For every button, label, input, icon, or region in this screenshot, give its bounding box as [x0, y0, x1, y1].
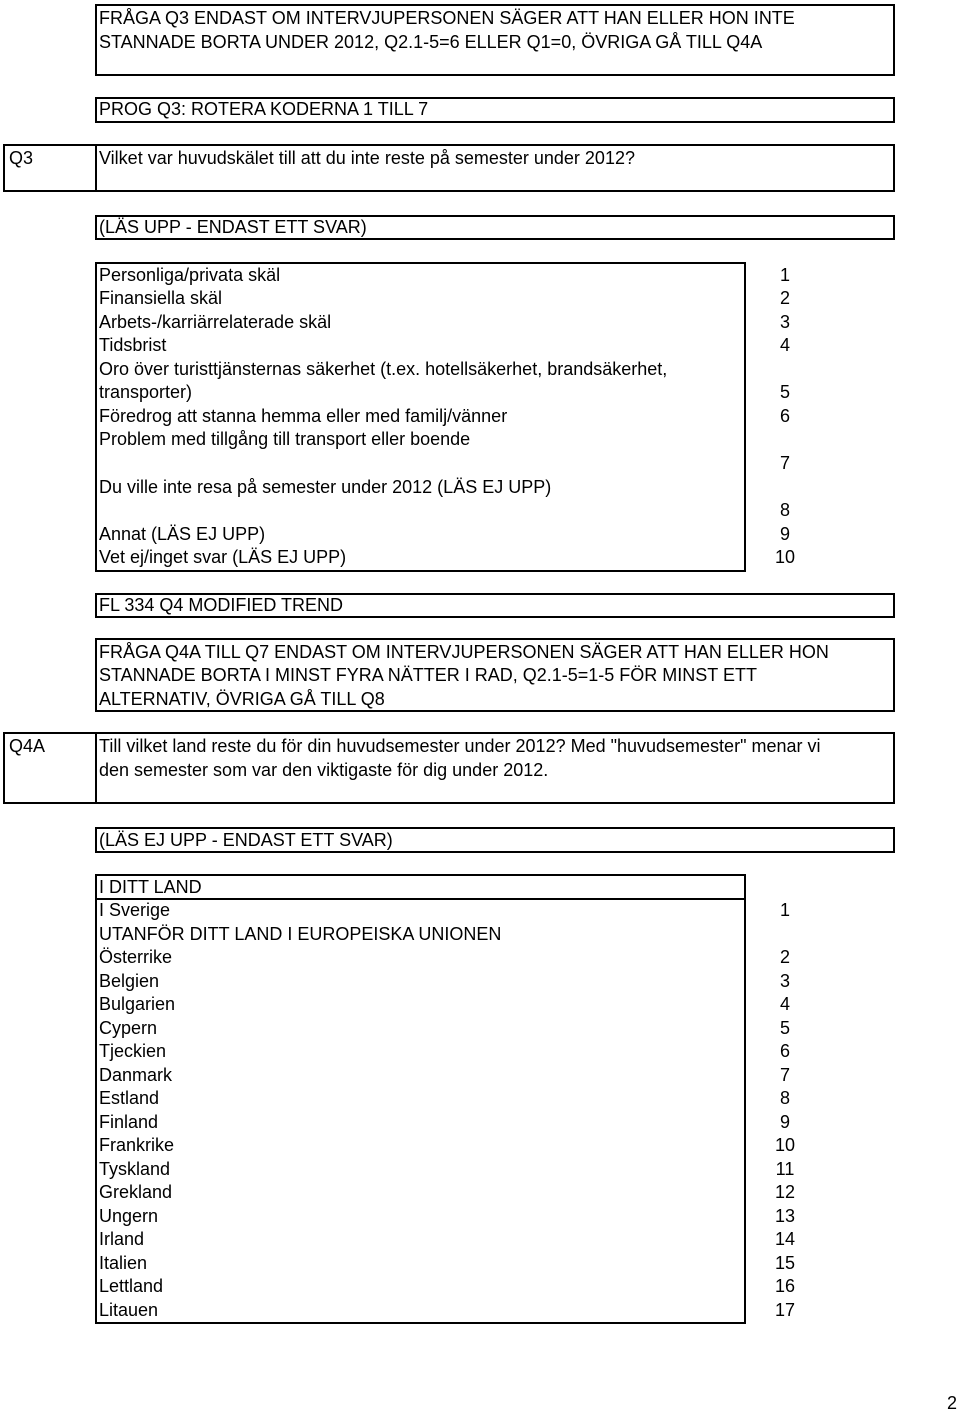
group-header: UTANFÖR DITT LAND I EUROPEISKA UNIONEN [99, 924, 502, 944]
q4a-question-line1: Till vilket land reste du för din huvudsemester under 2012? Med "huvudsemester" menar vi [99, 736, 821, 756]
option-code: 2 [779, 947, 790, 967]
option-code: 6 [779, 1041, 790, 1061]
list-item: Danmark [99, 1065, 173, 1085]
list-item: Arbets-/karriärrelaterade skäl [99, 312, 332, 332]
list-item: Finland [99, 1112, 159, 1132]
option-code: 3 [779, 971, 790, 991]
option-code: 15 [774, 1253, 796, 1273]
option-code: 11 [775, 1159, 795, 1179]
list-item: Oro över turisttjänsternas säkerhet (t.ex. hotellsäkerhet, brandsäkerhet, [99, 359, 668, 379]
list-item: Tjeckien [99, 1041, 167, 1061]
option-code: 8 [779, 500, 790, 520]
option-code: 8 [779, 1088, 790, 1108]
page-number: 2 [947, 1393, 958, 1413]
option-code: 3 [779, 312, 790, 332]
list-item: Bulgarien [99, 994, 176, 1014]
group-header: I DITT LAND [99, 877, 202, 897]
option-code: 10 [774, 1135, 796, 1155]
q4a-reading-instruction: (LÄS EJ UPP - ENDAST ETT SVAR) [99, 830, 393, 850]
q4a-id: Q4A [9, 736, 46, 756]
option-code: 14 [774, 1229, 796, 1249]
q3-reading-instruction: (LÄS UPP - ENDAST ETT SVAR) [99, 217, 367, 237]
list-item: Problem med tillgång till transport eller boende [99, 429, 471, 449]
header-instruction-line2: STANNADE BORTA UNDER 2012, Q2.1-5=6 ELLER Q1=0, ÖVRIGA GÅ TILL Q4A [99, 32, 763, 52]
list-item: Grekland [99, 1182, 173, 1202]
list-item: Litauen [99, 1300, 159, 1320]
option-code: 5 [779, 382, 790, 402]
option-code: 2 [779, 288, 790, 308]
list-item: Lettland [99, 1276, 164, 1296]
list-item: Vet ej/inget svar (LÄS EJ UPP) [99, 547, 347, 567]
option-code: 12 [774, 1182, 796, 1202]
option-code: 10 [774, 547, 796, 567]
q4a-instruction-line3: ALTERNATIV, ÖVRIGA GÅ TILL Q8 [99, 689, 385, 709]
option-code: 1 [779, 265, 790, 285]
list-item: Estland [99, 1088, 160, 1108]
option-code: 9 [779, 524, 790, 544]
list-item: Frankrike [99, 1135, 175, 1155]
option-code: 4 [779, 994, 790, 1014]
option-code: 4 [779, 335, 790, 355]
option-code: 9 [779, 1112, 790, 1132]
list-item: Tidsbrist [99, 335, 167, 355]
list-item: Belgien [99, 971, 160, 991]
list-item: Föredrog att stanna hemma eller med familj/vänner [99, 406, 508, 426]
list-item: I Sverige [99, 900, 171, 920]
list-item: Du ville inte resa på semester under 2012 (LÄS EJ UPP) [99, 477, 552, 497]
option-code: 7 [779, 453, 790, 473]
option-code: 17 [774, 1300, 796, 1320]
q3-id: Q3 [9, 148, 34, 168]
list-item: Finansiella skäl [99, 288, 223, 308]
list-item: Tyskland [99, 1159, 171, 1179]
list-item: Österrike [99, 947, 173, 967]
list-item-continued: transporter) [99, 382, 193, 402]
option-code: 7 [779, 1065, 790, 1085]
option-code: 16 [774, 1276, 796, 1296]
q4a-instruction-line2: STANNADE BORTA I MINST FYRA NÄTTER I RAD, Q2.1-5=1-5 FÖR MINST ETT [99, 665, 757, 685]
q3-question: Vilket var huvudskälet till att du inte reste på semester under 2012? [99, 148, 635, 168]
list-item: Ungern [99, 1206, 159, 1226]
prog-note: PROG Q3: ROTERA KODERNA 1 TILL 7 [99, 99, 429, 119]
header-instruction-line1: FRÅGA Q3 ENDAST OM INTERVJUPERSONEN SÄGER ATT HAN ELLER HON INTE [99, 8, 795, 28]
option-code: 5 [779, 1018, 790, 1038]
option-code: 1 [779, 900, 790, 920]
q4a-instruction-line1: FRÅGA Q4A TILL Q7 ENDAST OM INTERVJUPERSONEN SÄGER ATT HAN ELLER HON [99, 642, 829, 662]
option-code: 13 [774, 1206, 796, 1226]
list-item: Personliga/privata skäl [99, 265, 281, 285]
list-item: Irland [99, 1229, 145, 1249]
q4a-question-line2: den semester som var den viktigaste för dig under 2012. [99, 760, 549, 780]
trend-note: FL 334 Q4 MODIFIED TREND [99, 595, 344, 615]
list-item: Italien [99, 1253, 148, 1273]
list-item: Cypern [99, 1018, 158, 1038]
option-code: 6 [779, 406, 790, 426]
list-item: Annat (LÄS EJ UPP) [99, 524, 266, 544]
